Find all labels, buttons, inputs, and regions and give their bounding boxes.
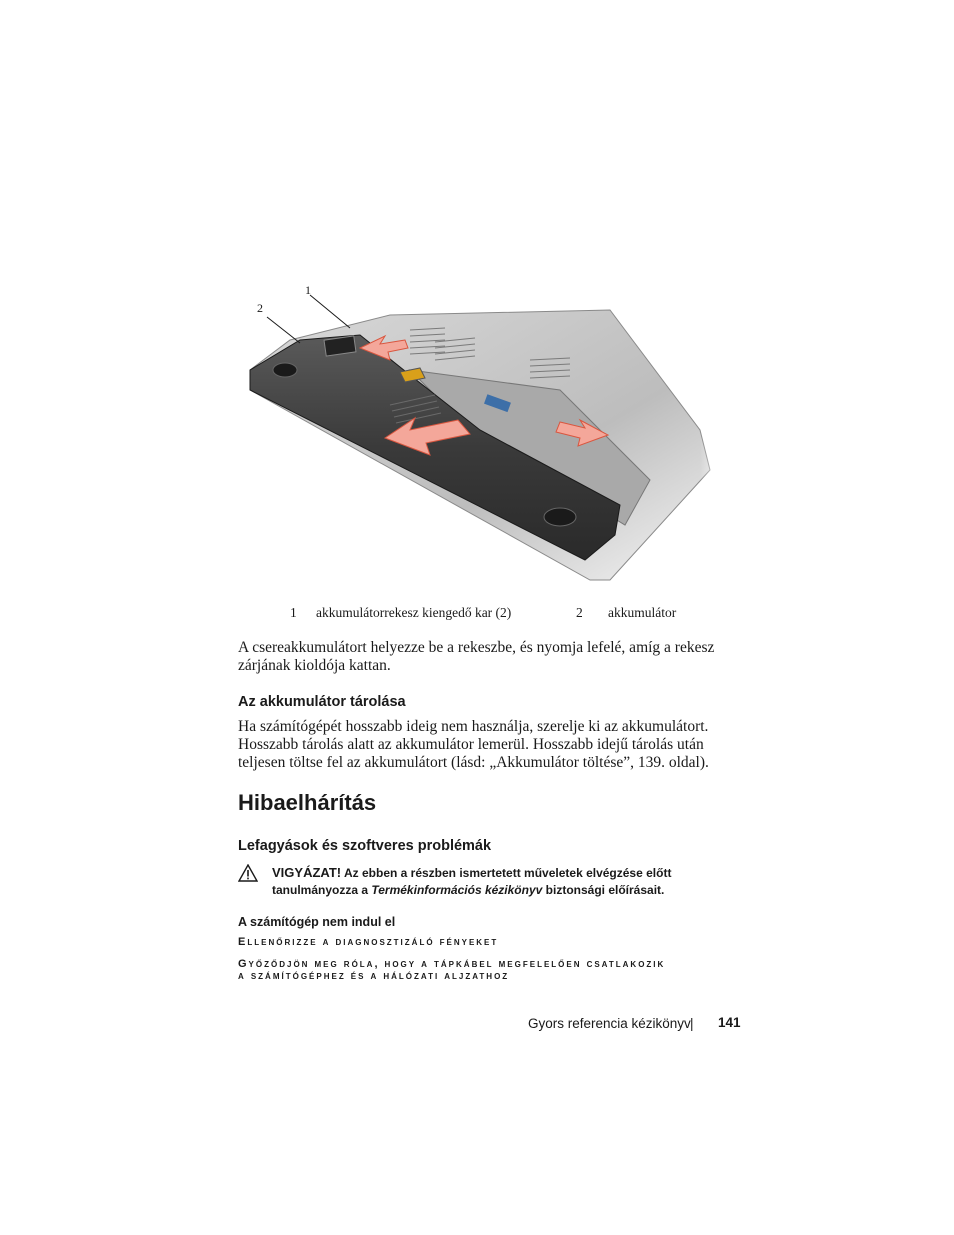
caution-text-2c: biztonsági előírásait. (542, 883, 665, 897)
callout-1-label: 1 (305, 283, 311, 297)
step-check-power-cable (238, 958, 665, 982)
subheading-no-start: A számítógép nem indul el (238, 915, 396, 929)
paragraph-line: zárjának kioldója kattan. (238, 657, 391, 674)
paragraph-line: teljesen töltse fel az akkumulátort (lásd: „Akkumulátor töltése”, 139. oldal). (238, 754, 709, 771)
caption-text-1: akkumulátorrekesz kiengedő kar (2) (316, 605, 512, 620)
footer-separator: | (690, 1016, 694, 1031)
product-info-guide-reference: Termékinformációs kézikönyv (371, 883, 543, 897)
caption-text-2: akkumulátor (608, 605, 677, 620)
footer-title: Gyors referencia kézikönyv (528, 1016, 691, 1031)
heading-battery-storage: Az akkumulátor tárolása (238, 694, 406, 710)
laptop-battery-illustration (230, 280, 730, 590)
caution-line-1 (272, 864, 692, 882)
heading-lockups: Lefagyások és szoftveres problémák (238, 838, 492, 854)
callout-2-label: 2 (257, 301, 263, 315)
callout-1-leader (310, 295, 350, 328)
step-check-diagnostic-lights: Ellenőrizze a diagnosztizáló fényeket (238, 936, 499, 948)
paragraph-line: A csereakkumulátort helyezze be a rekeszbe, és nyomja lefelé, amíg a rekesz (238, 639, 715, 656)
caution-label: VIGYÁZAT! (272, 865, 342, 880)
paragraph-battery-storage (238, 718, 758, 772)
page-number: 141 (718, 1015, 741, 1030)
battery-figure (230, 280, 730, 590)
step-line: Győződjön meg róla, hogy a tápkábel megfelelően csatlakozik (238, 958, 666, 970)
caption-num-1: 1 (290, 605, 297, 620)
caution-text-2a: tanulmányozza a (272, 883, 372, 897)
caution-line-2 (272, 882, 692, 899)
paragraph-insert-battery (238, 639, 738, 675)
caution-text-1: Az ebben a részben ismertetett műveletek elvégzése előtt (343, 866, 672, 880)
step-line: a számítógéphez és a hálózati aljzathoz (238, 970, 510, 982)
caption-num-2: 2 (576, 605, 583, 620)
caution-notice (272, 864, 692, 899)
callout-2-leader (267, 317, 300, 343)
paragraph-line: Ha számítógépét hosszabb ideig nem használja, szerelje ki az akkumulátort. (238, 718, 709, 735)
caution-icon (238, 864, 258, 882)
chapter-title: Hibaelhárítás (238, 790, 377, 815)
paragraph-line: Hosszabb tárolás alatt az akkumulátor lemerül. Hosszabb idejű tárolás után (238, 736, 704, 753)
